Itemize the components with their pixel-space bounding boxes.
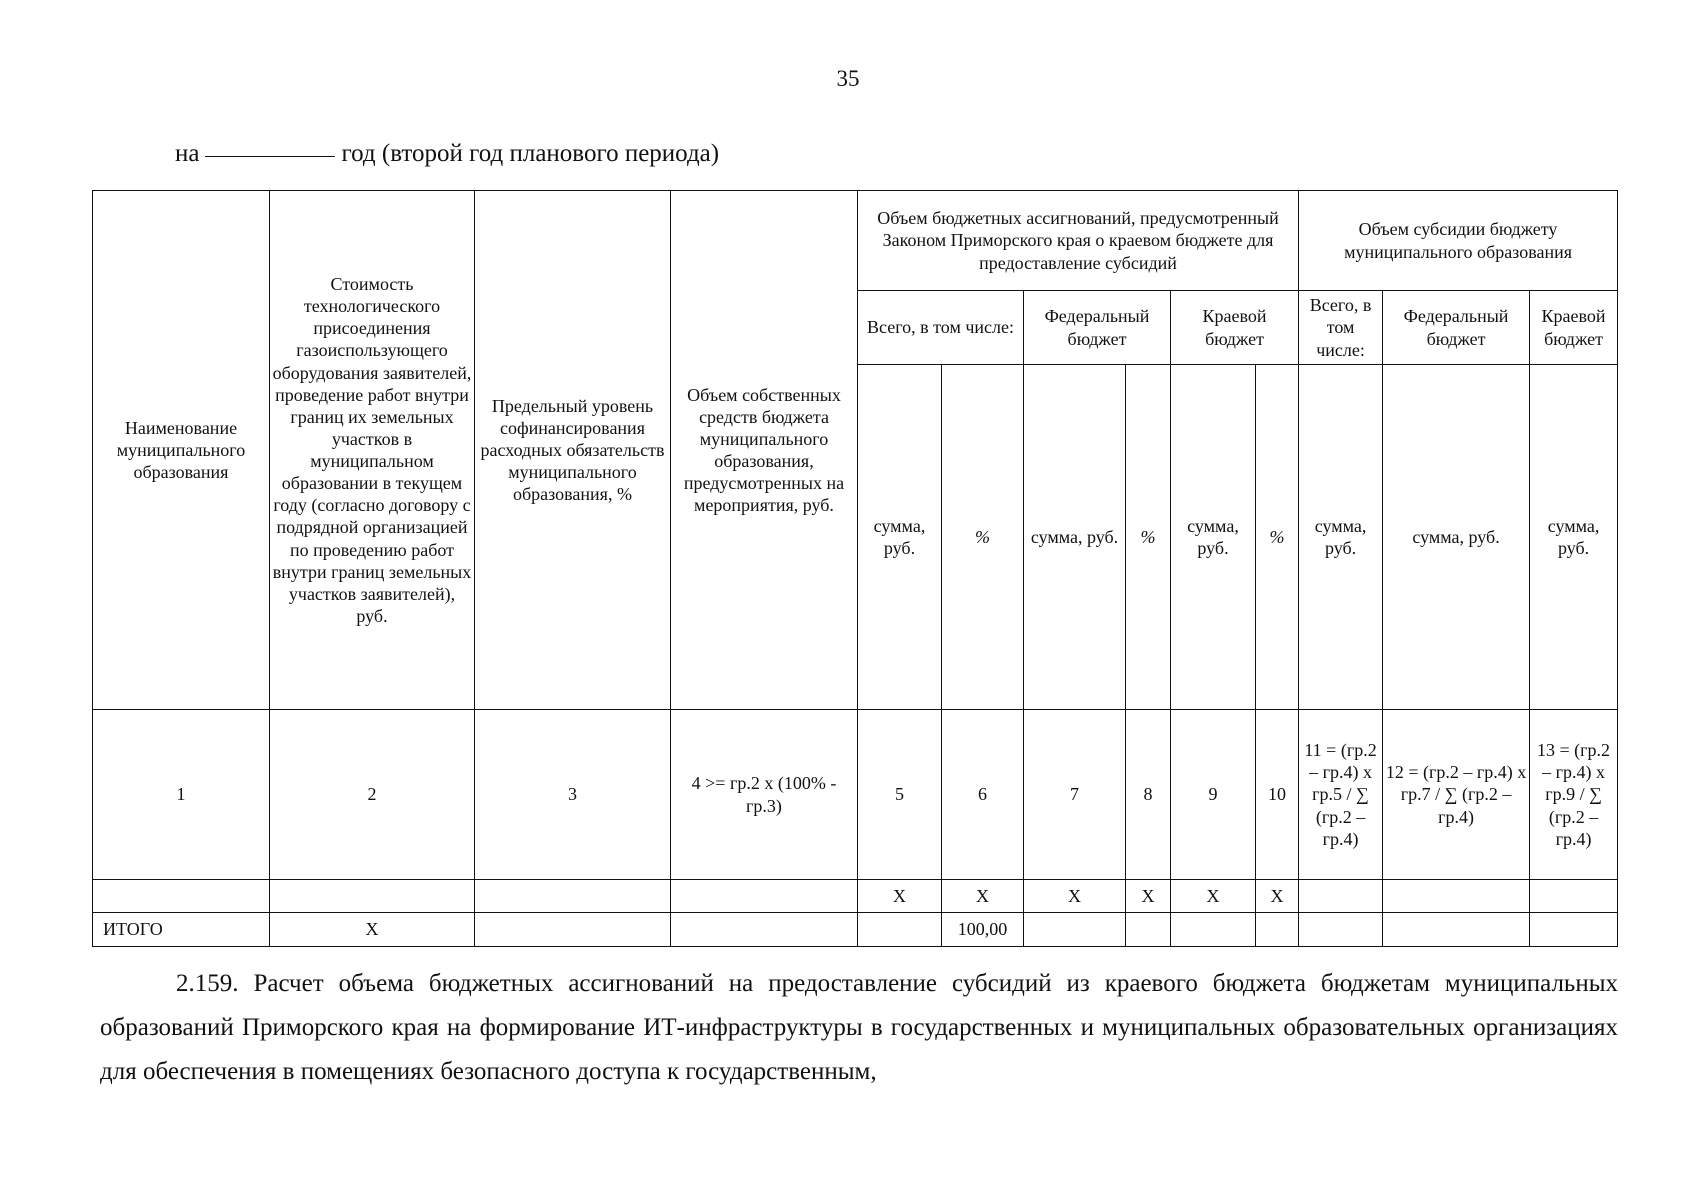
table-cell: Х	[858, 880, 942, 913]
header-percent-6: %	[942, 365, 1024, 710]
header-subsidy-volume: Объем субсидии бюджету муниципального образования	[1299, 191, 1618, 291]
header-connection-cost: Стоимость технологического присоединения газоиспользующего оборудования заявителей, проведение работ внутри границ их земельных участков в муниципальном образовании в текущем году (согласно договору с подрядной организацией по проведению работ внутри границ земельных участков заявителей), руб.	[270, 191, 475, 710]
table-cell	[1299, 880, 1383, 913]
header-municipality: Наименование муниципального образования	[93, 191, 270, 710]
page-number: 35	[836, 66, 860, 91]
header-row-1	[93, 191, 1618, 291]
table-cell	[475, 880, 671, 913]
header-law-allocations: Объем бюджетных ассигнований, предусмотренный Законом Приморского края о краевом бюджете для предоставление субсидий	[858, 191, 1299, 291]
header-law-regional: Краевой бюджет	[1171, 291, 1299, 365]
table-cell: Х	[270, 913, 475, 947]
table-cell	[671, 913, 858, 947]
column-number: 3	[475, 710, 671, 880]
table-cell	[671, 880, 858, 913]
table-cell	[1171, 913, 1256, 947]
table-cell	[858, 913, 942, 947]
column-number: 11 = (гр.2 – гр.4) х гр.5 / ∑ (гр.2 – гр.4)	[1299, 710, 1383, 880]
table-cell: Х	[1126, 880, 1171, 913]
total-percent: 100,00	[942, 913, 1024, 947]
total-label: ИТОГО	[93, 913, 270, 947]
column-number: 9	[1171, 710, 1256, 880]
table-cell	[1530, 913, 1618, 947]
table-cell	[1256, 913, 1299, 947]
table-cell	[475, 913, 671, 947]
header-own-funds: Объем собственных средств бюджета муниципального образования, предусмотренных на мероприятия, руб.	[671, 191, 858, 710]
header-law-total: Всего, в том числе:	[858, 291, 1024, 365]
header-percent-8: %	[1126, 365, 1171, 710]
header-subsidy-total: Всего, в том числе:	[1299, 291, 1383, 365]
column-numbers-row	[93, 710, 1618, 880]
table-cell	[93, 880, 270, 913]
column-number: 10	[1256, 710, 1299, 880]
table-cell	[1383, 880, 1530, 913]
column-number: 1	[93, 710, 270, 880]
column-number: 5	[858, 710, 942, 880]
table-cell: Х	[1171, 880, 1256, 913]
table-cell: Х	[1256, 880, 1299, 913]
header-subsidy-regional: Краевой бюджет	[1530, 291, 1618, 365]
subtitle-prefix: на	[175, 140, 200, 167]
table-cell	[1024, 913, 1126, 947]
year-blank-line	[205, 156, 335, 157]
table-subtitle	[175, 140, 719, 168]
column-number: 6	[942, 710, 1024, 880]
column-number: 4 >= гр.2 х (100% - гр.3)	[671, 710, 858, 880]
table-cell	[270, 880, 475, 913]
header-sum-7: сумма, руб.	[1024, 365, 1126, 710]
table-cell	[1126, 913, 1171, 947]
table-cell: Х	[942, 880, 1024, 913]
table-cell: Х	[1024, 880, 1126, 913]
column-number: 13 = (гр.2 – гр.4) х гр.9 / ∑ (гр.2 – гр.4)	[1530, 710, 1618, 880]
table-cell	[1299, 913, 1383, 947]
header-sum-9: сумма, руб.	[1171, 365, 1256, 710]
header-cofinancing-level: Предельный уровень софинансирования расходных обязательств муниципального образования, %	[475, 191, 671, 710]
header-subsidy-federal: Федеральный бюджет	[1383, 291, 1530, 365]
header-sum-13: сумма, руб.	[1530, 365, 1618, 710]
table-cell	[1530, 880, 1618, 913]
total-row	[93, 913, 1618, 947]
table-cell	[1383, 913, 1530, 947]
subtitle-suffix: год (второй год планового периода)	[341, 140, 720, 167]
data-row	[93, 880, 1618, 913]
column-number: 2	[270, 710, 475, 880]
column-number: 8	[1126, 710, 1171, 880]
header-sum-11: сумма, руб.	[1299, 365, 1383, 710]
header-percent-10: %	[1256, 365, 1299, 710]
column-number: 7	[1024, 710, 1126, 880]
header-sum-12: сумма, руб.	[1383, 365, 1530, 710]
subsidy-calculation-table	[92, 190, 1618, 947]
header-law-federal: Федеральный бюджет	[1024, 291, 1171, 365]
column-number: 12 = (гр.2 – гр.4) х гр.7 / ∑ (гр.2 – гр.4)	[1383, 710, 1530, 880]
header-sum-5: сумма, руб.	[858, 365, 942, 710]
body-paragraph: 2.159. Расчет объема бюджетных ассигнований на предоставление субсидий из краевого бюджета бюджетам муниципальных образований Приморского края на формирование ИТ-инфраструктуры в государственных и муниципальных образовательных организациях для обеспечения в помещениях безопасного доступа к государственным,	[100, 970, 1618, 1085]
